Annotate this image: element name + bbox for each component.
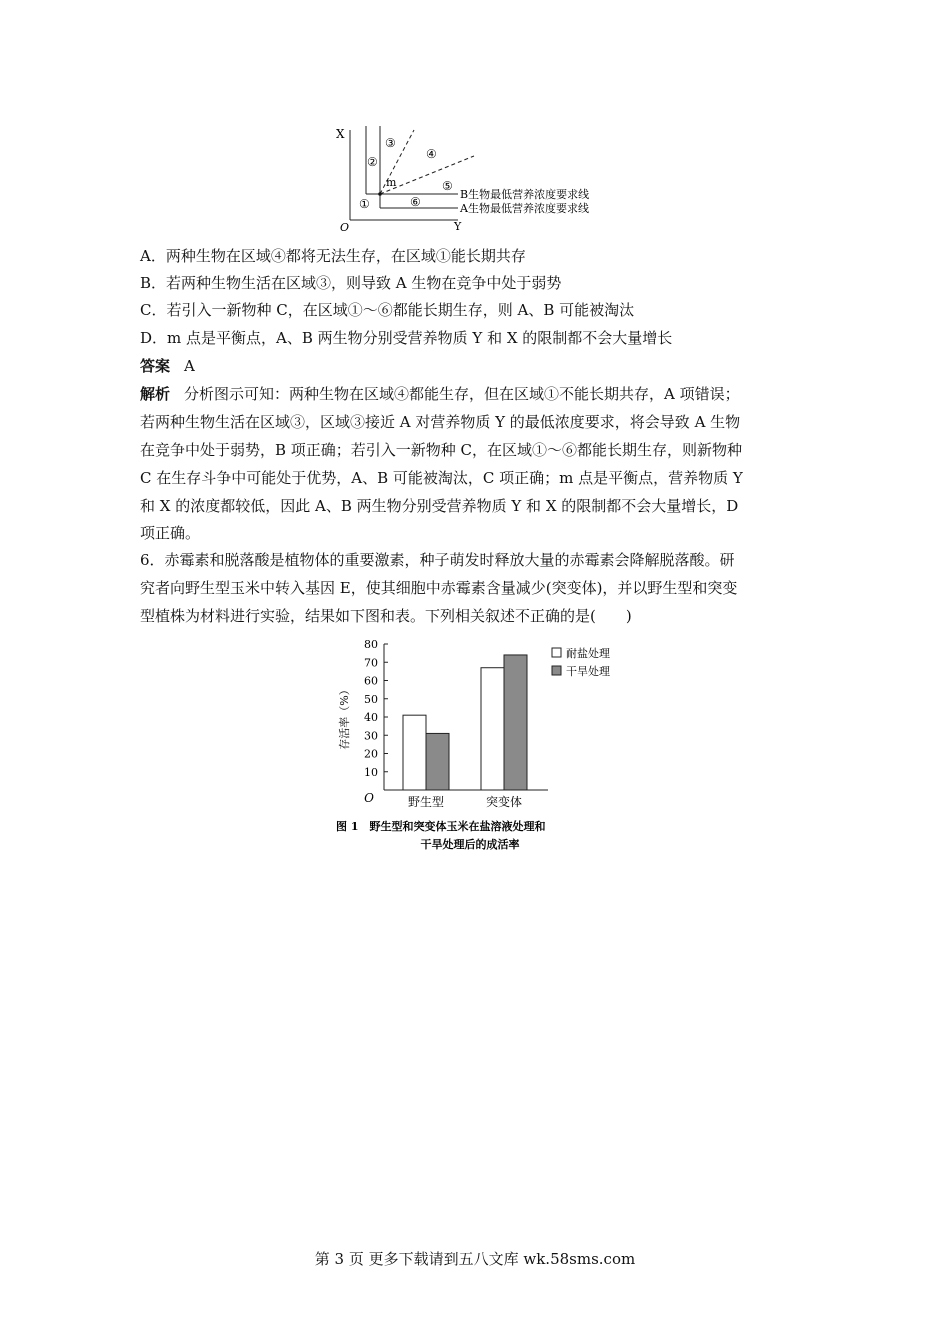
y-tick-label: 70 (364, 656, 378, 670)
bar-1-0 (481, 668, 504, 790)
point-m-label: m (386, 176, 397, 189)
analysis-line-2: 若两种生物生活在区域③，区域③接近 A 对营养物质 Y 的最低浓度要求，将会导致 A 生物 (140, 413, 741, 431)
option-a: A．两种生物在区域④都将无法生存，在区域①能长期共存 (140, 247, 526, 265)
region-1-label: ① (359, 197, 370, 211)
legend-swatch (552, 666, 561, 675)
bar-1-1 (504, 655, 527, 790)
y-tick-label: 20 (364, 747, 378, 761)
answer-line (140, 356, 820, 376)
analysis-label: 解析 (140, 385, 171, 403)
chart-caption-line-1: 图 1 野生型和突变体玉米在盐溶液处理和 (336, 820, 546, 833)
region-5-label: ⑤ (442, 179, 453, 193)
region-2-label: ② (367, 155, 378, 169)
line-a-label: A生物最低营养浓度要求线 (460, 202, 589, 215)
region-4-label: ④ (426, 147, 437, 161)
analysis-line-4: C 在生存斗争中可能处于优势，A、B 可能被淘汰，C 项正确；m 点是平衡点，营养物质 Y (140, 469, 743, 487)
point-m (378, 192, 382, 196)
axis-y-label: Y (454, 220, 462, 233)
question6-line-3: 型植株为材料进行实验，结果如下图和表。下列相关叙述不正确的是( ) (140, 607, 632, 625)
region-6-label: ⑥ (410, 195, 421, 209)
question6-line-1: 6．赤霉素和脱落酸是植物体的重要激素，种子萌发时释放大量的赤霉素会降解脱落酸。研 (140, 551, 735, 569)
axis-x-label: X (336, 127, 345, 141)
legend-swatch (552, 648, 561, 657)
page-footer: 第 3 页 更多下载请到五八文库 wk.58sms.com (314, 1250, 636, 1268)
analysis-line-1 (140, 384, 820, 404)
y-tick-label: 40 (364, 711, 378, 724)
region-3-label: ③ (385, 136, 396, 150)
y-tick-label: 50 (364, 692, 378, 706)
origin-label: O (340, 221, 350, 234)
analysis-text-1: 分析图示可知：两种生物在区域④都能生存，但在区域①不能长期共存，A 项错误； (184, 385, 740, 403)
legend-label: 干旱处理 (566, 665, 610, 678)
line-b-label: B生物最低营养浓度要求线 (460, 188, 590, 201)
option-d: D．m 点是平衡点，A、B 两生物分别受营养物质 Y 和 X 的限制都不会大量增长 (140, 329, 673, 347)
survival-bar-chart (330, 636, 640, 858)
option-b: B．若两种生物生活在区域③，则导致 A 生物在竞争中处于弱势 (140, 274, 562, 292)
chart-caption-line-2: 干旱处理后的成活率 (420, 838, 520, 851)
answer-value: A (184, 357, 195, 375)
answer-label: 答案 (140, 357, 171, 375)
chart-origin-label: O (364, 791, 374, 805)
option-c: C．若引入一新物种 C，在区域①～⑥都能长期生存，则 A、B 可能被淘汰 (140, 301, 635, 319)
bar-0-1 (426, 733, 449, 790)
chart-y-label: 存活率（%） (338, 684, 351, 750)
question6-line-2: 究者向野生型玉米中转入基因 E，使其细胞中赤霉素含量减少(突变体)，并以野生型和突变 (140, 579, 738, 597)
y-tick-label: 60 (364, 674, 378, 688)
analysis-line-3: 在竞争中处于弱势，B 项正确；若引入一新物种 C，在区域①～⑥都能长期生存，则新物种 (140, 441, 743, 459)
category-label: 突变体 (485, 795, 523, 809)
legend-label: 耐盐处理 (566, 647, 610, 660)
competition-diagram (330, 122, 630, 234)
category-label: 野生型 (407, 795, 445, 809)
analysis-line-5: 和 X 的浓度都较低，因此 A、B 两生物分别受营养物质 Y 和 X 的限制都不会大量增长，D (140, 497, 739, 515)
y-tick-label: 80 (364, 638, 378, 651)
y-tick-label: 10 (364, 765, 378, 779)
bar-0-0 (403, 715, 426, 790)
y-tick-label: 30 (364, 729, 378, 743)
analysis-line-6: 项正确。 (140, 524, 201, 542)
